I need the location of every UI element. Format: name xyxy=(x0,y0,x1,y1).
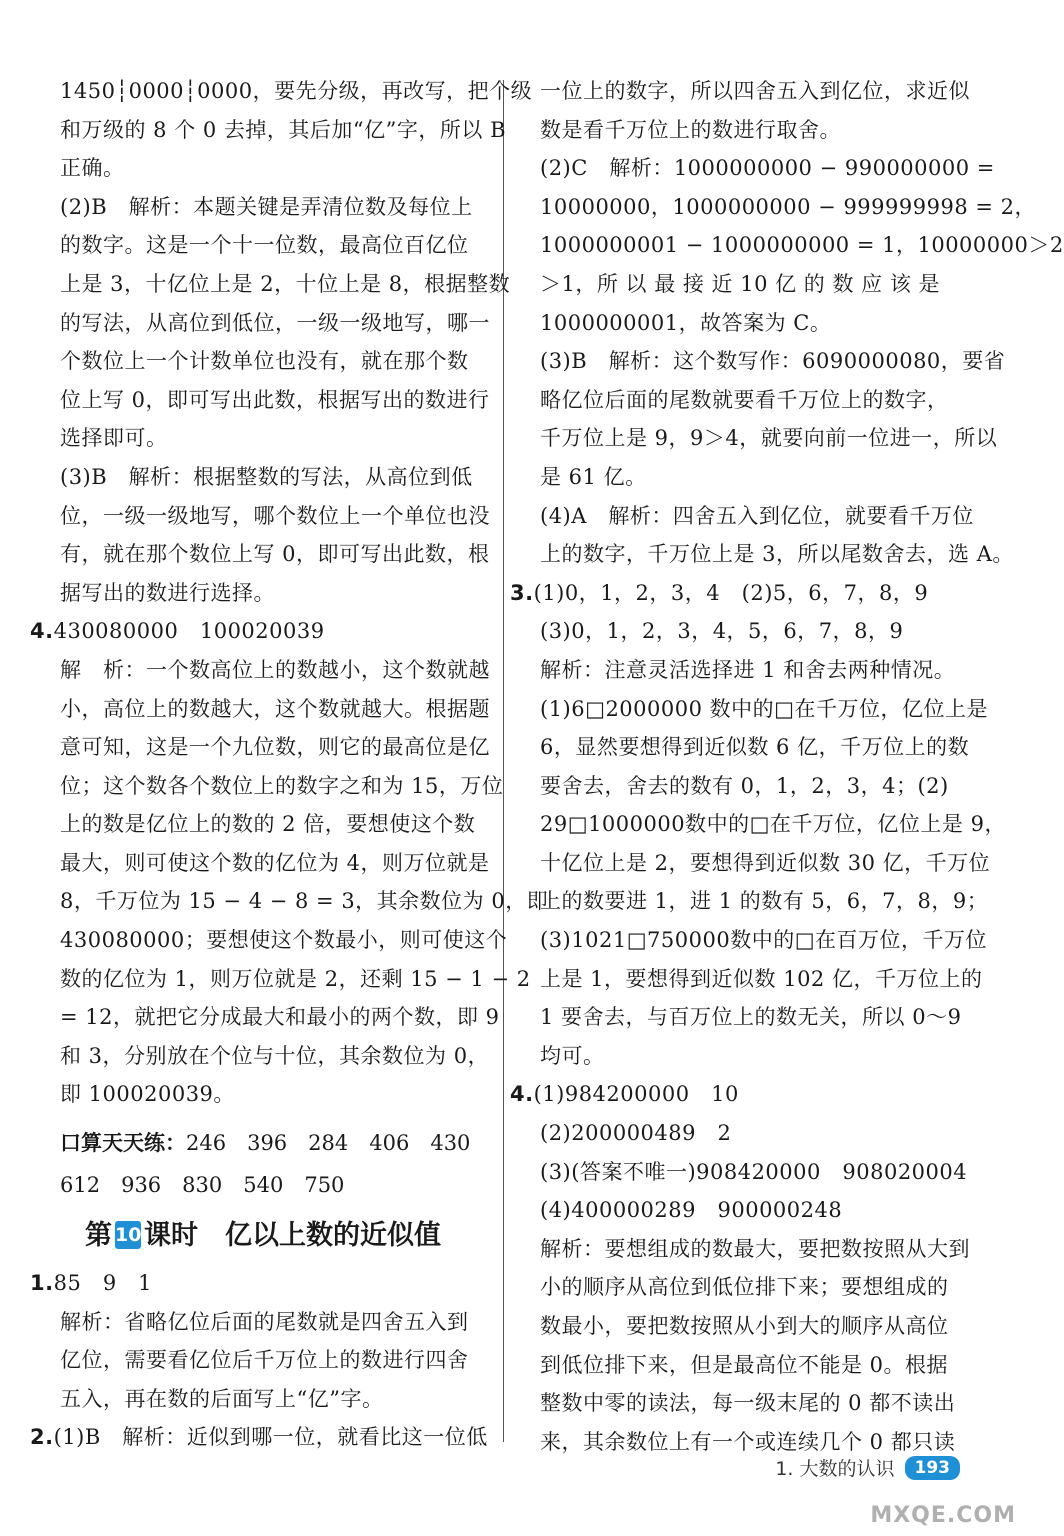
text-line: 解析：注意灵活选择进 1 和舍去两种情况。 xyxy=(540,657,956,682)
q4-answer-line xyxy=(30,612,496,651)
q4-explanation xyxy=(30,651,549,1114)
text-line: 和万级的 8 个 0 去掉，其后加“亿”字，所以 B xyxy=(60,117,507,142)
text-line: (3)1021□750000数中的□在百万位，千万位 xyxy=(540,928,988,953)
section-prefix: 第 xyxy=(85,1220,112,1252)
text-line: 位；这个数各个数位上的数字之和为 15，万位 xyxy=(60,773,504,798)
question-number: 1. xyxy=(30,1271,54,1296)
chapter-label: 1. 大数的认识 xyxy=(775,1458,895,1480)
text-line: (4)A 解析：四舍五入到亿位，就要看千万位 xyxy=(540,503,974,528)
text-line: 最大，则可使这个数的亿位为 4，则万位就是 xyxy=(60,850,490,875)
text-line: 上是 3，十亿位上是 2，十位上是 8，根据整数 xyxy=(60,271,511,296)
q4-answer: 430080000 100020039 xyxy=(53,619,325,644)
text-line: 位，一级一级地写，哪个数位上一个单位也没 xyxy=(60,503,490,528)
text-line: 五入，再在数的后面写上“亿”字。 xyxy=(60,1386,384,1411)
text-line: (3)B 解析：这个数写作：6090000080，要省 xyxy=(540,349,1006,374)
text-line: 均可。 xyxy=(540,1043,605,1068)
right-column xyxy=(510,72,1064,1461)
text-line: (1)6□2000000 数中的□在千万位，亿位上是 xyxy=(540,696,988,721)
kousuan-line-1 xyxy=(30,1122,496,1164)
question-number: 4. xyxy=(30,619,54,644)
text-line: 略亿位后面的尾数就要看千万位上的数字， xyxy=(540,387,949,412)
q4-answer-1: (1)984200000 10 xyxy=(533,1082,739,1107)
q3-explanation xyxy=(510,612,1006,1075)
text-line: 29□1000000数中的□在千万位，亿位上是 9， xyxy=(540,812,1006,837)
q3-first-line xyxy=(510,574,992,613)
page-number: 193 xyxy=(905,1456,961,1480)
text-line: 1450┆0000┆0000，要先分级，再改写，把个级 xyxy=(60,79,533,103)
q4-right-explanation xyxy=(510,1114,992,1461)
text-line: 数的亿位为 1，则万位就是 2，还剩 15 − 1 − 2 xyxy=(60,966,531,991)
question-number: 2. xyxy=(30,1425,54,1450)
text-line: 十亿位上是 2，要想得到近似数 30 亿，千万位 xyxy=(540,850,991,875)
text-line: 数最小，要把数按照从小到大的顺序从高位 xyxy=(540,1314,949,1338)
text-line: 1000000001，故答案为 C。 xyxy=(540,310,832,335)
text-line: 解析：省略亿位后面的尾数就是四舍五入到 xyxy=(60,1309,469,1334)
text-line: 有，就在那个数位上写 0，即可写出此数，根 xyxy=(60,542,490,567)
right-continued-answers xyxy=(510,72,1064,574)
text-line: 据写出的数进行选择。 xyxy=(60,580,275,605)
text-line: 和 3，分别放在个位与十位，其余数位为 0， xyxy=(60,1043,490,1068)
text-line: (2)200000489 2 xyxy=(540,1121,732,1146)
kousuan-values-1: 246 396 284 406 430 xyxy=(186,1131,471,1156)
text-line: 的写法，从高位到低位，一级一级地写，哪一 xyxy=(60,310,490,335)
question-number: 4. xyxy=(510,1082,534,1107)
text-line: 上的数要进 1，进 1 的数有 5，6，7，8，9； xyxy=(540,889,989,914)
text-line: = 12，就把它分成最大和最小的两个数，即 9 xyxy=(60,1005,500,1030)
section-title xyxy=(30,1208,496,1264)
text-line: 解析：要想组成的数最大，要把数按照从大到 xyxy=(540,1236,970,1261)
text-line: ＞1，所 以 最 接 近 10 亿 的 数 应 该 是 xyxy=(540,271,941,296)
kousuan-values-2: 612 936 830 540 750 xyxy=(60,1173,345,1198)
left-column xyxy=(30,72,549,1457)
page-footer xyxy=(775,1454,960,1481)
section-suffix: 课时 亿以上数的近似值 xyxy=(144,1220,441,1252)
s1-answer: 85 9 1 xyxy=(53,1271,153,1296)
kousuan-line-2 xyxy=(30,1164,496,1206)
text-line: 上是 1，要想得到近似数 102 亿，千万位上的 xyxy=(540,966,983,991)
q4-first-line xyxy=(510,1075,992,1114)
lesson-number-badge: 10 xyxy=(115,1221,141,1249)
s2-line xyxy=(30,1418,496,1457)
text-line: 上的数是亿位上的数的 2 倍，要想使这个数 xyxy=(60,812,476,837)
text-line: 即 100020039。 xyxy=(60,1082,235,1107)
s1-explanation xyxy=(30,1303,496,1419)
text-line: 到低位排下来，但是最高位不能是 0。根据 xyxy=(540,1352,949,1377)
text-line: 小的顺序从高位到低位排下来；要想组成的 xyxy=(540,1275,949,1300)
text-line: 10000000，1000000000 − 999999998 = 2， xyxy=(540,194,1036,219)
text-line: (4)400000289 900000248 xyxy=(540,1198,843,1223)
text-line: 小，高位上的数越大，这个数就越大。根据题 xyxy=(60,696,490,721)
text-line: 个数位上一个计数单位也没有，就在那个数 xyxy=(60,349,469,374)
text-line: (2)B 解析：本题关键是弄清位数及每位上 xyxy=(60,194,473,219)
watermark: MXQE.COM xyxy=(870,1503,1016,1528)
text-line: 上的数字，千万位上是 3，所以尾数舍去，选 A。 xyxy=(540,542,1014,567)
text-line: 意可知，这是一个九位数，则它的最高位是亿 xyxy=(60,735,490,760)
kousuan-label: 口算天天练： xyxy=(60,1131,186,1156)
question-number: 3. xyxy=(510,580,534,605)
left-continued-answers xyxy=(30,72,533,612)
text-line: 整数中零的读法，每一级末尾的 0 都不读出 xyxy=(540,1391,956,1416)
text-line: 6，显然要想得到近似数 6 亿，千万位上的数 xyxy=(540,735,970,760)
text-line: 1 要舍去，与百万位上的数无关，所以 0～9 xyxy=(540,1005,962,1030)
text-line: 430080000；要想使这个数最小，则可使这个 xyxy=(60,928,508,953)
text-line: 正确。 xyxy=(60,156,125,181)
text-line: (2)C 解析：1000000000 − 990000000 = xyxy=(540,156,995,181)
text-line: 千万位上是 9，9＞4，就要向前一位进一，所以 xyxy=(540,426,998,451)
text-line: (3)B 解析：根据整数的写法，从高位到低 xyxy=(60,464,473,489)
text-line: (3)0，1，2，3，4，5，6，7，8，9 xyxy=(540,619,904,644)
text-line: 要舍去，舍去的数有 0，1，2，3，4；(2) xyxy=(540,773,949,798)
text-line: 的数字。这是一个十一位数，最高位百亿位 xyxy=(60,233,469,258)
text-line: 亿位，需要看亿位后千万位上的数进行四舍 xyxy=(60,1348,469,1373)
text-line: 位上写 0，即可写出此数，根据写出的数进行 xyxy=(60,387,490,412)
s2-text: (1)B 解析：近似到哪一位，就看比这一位低 xyxy=(53,1425,488,1450)
text-line: 来，其余数位上有一个或连续几个 0 都只读 xyxy=(540,1429,956,1454)
s1-answer-line xyxy=(30,1264,496,1303)
text-line: 一位上的数字，所以四舍五入到亿位，求近似 xyxy=(540,79,970,103)
text-line: 是 61 亿。 xyxy=(540,464,647,489)
q3-answer-1: (1)0，1，2，3，4 (2)5，6，7，8，9 xyxy=(533,580,929,605)
text-line: 选择即可。 xyxy=(60,426,168,451)
text-line: 8，千万位为 15 − 4 − 8 = 3，其余数位为 0，即 xyxy=(60,889,549,914)
text-line: 数是看千万位上的数进行取舍。 xyxy=(540,117,841,142)
text-line: 1000000001 − 1000000000 = 1，10000000＞2 xyxy=(540,233,1064,258)
text-line: 解 析：一个数高位上的数越小，这个数就越 xyxy=(60,657,490,682)
text-line: (3)(答案不唯一)908420000 908020004 xyxy=(540,1159,968,1184)
